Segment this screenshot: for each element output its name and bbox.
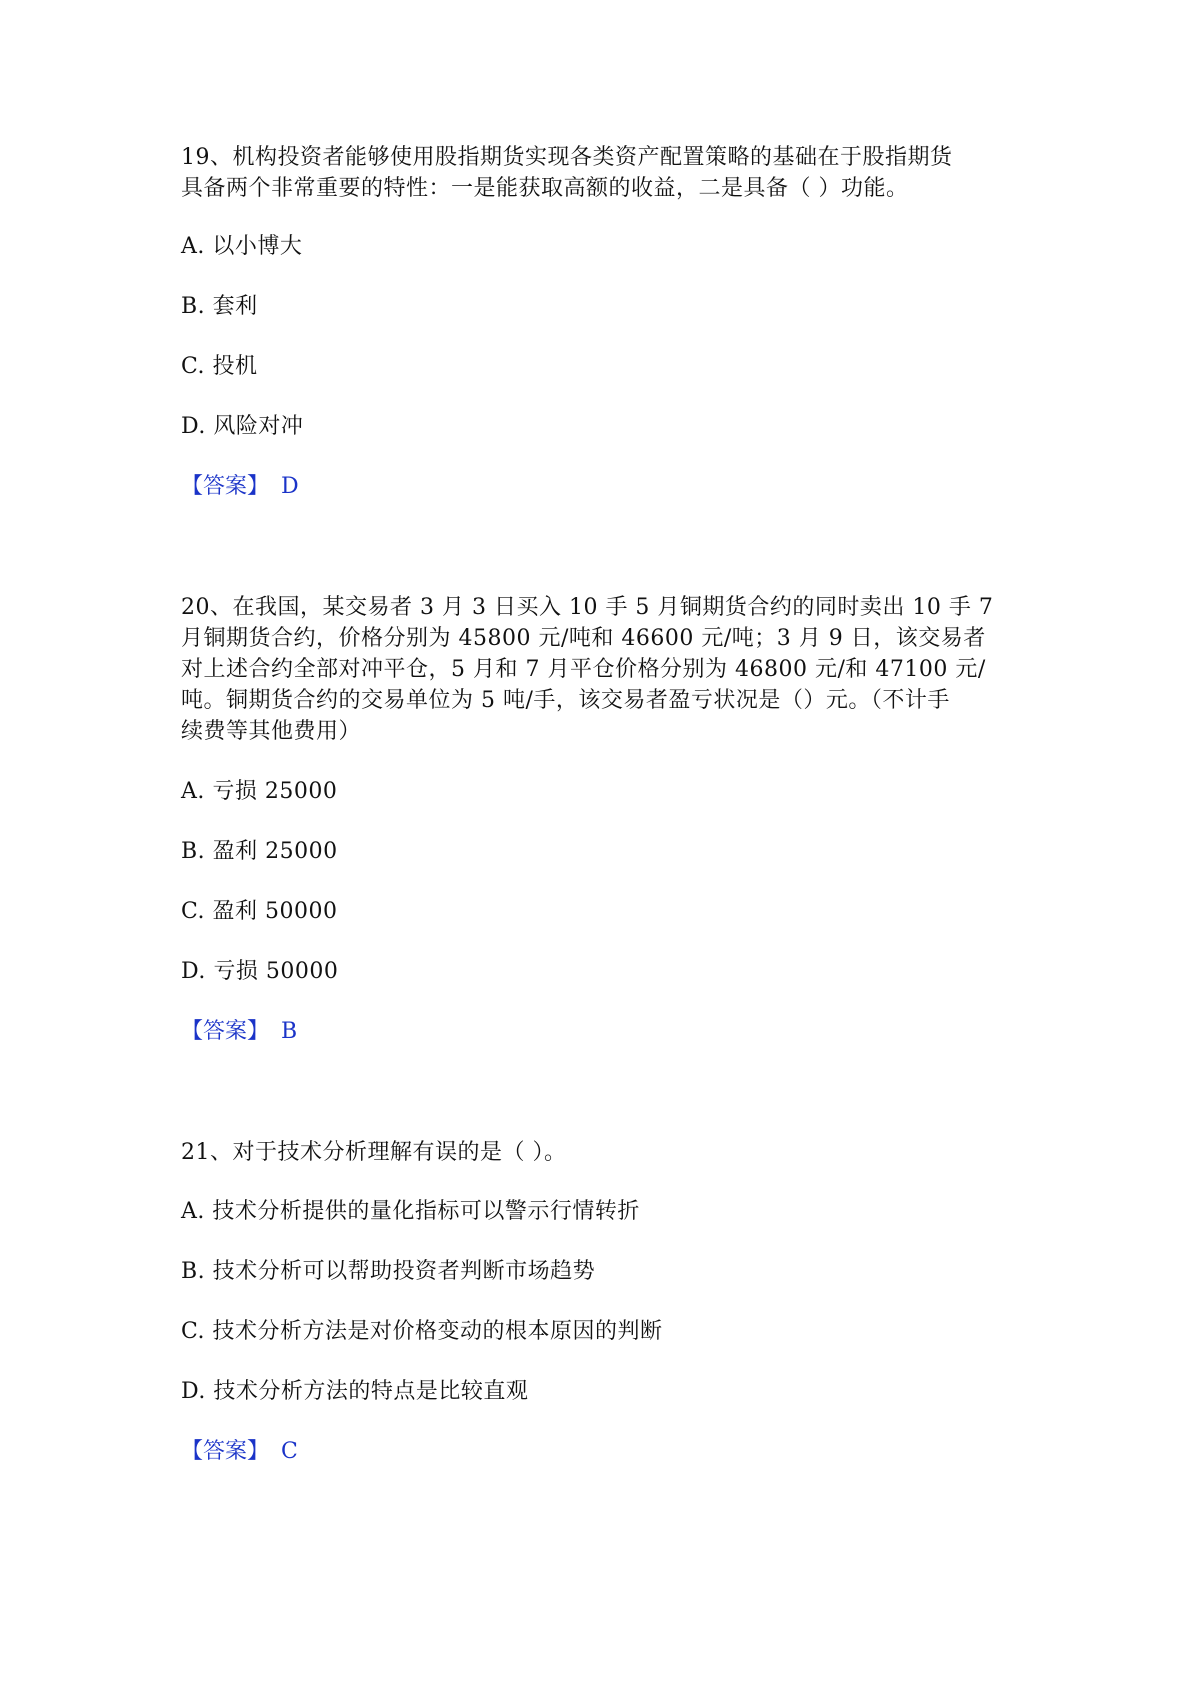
stem-line: 吨。铜期货合约的交易单位为 5 吨/手，该交易者盈亏状况是（）元。（不计手 [181,688,950,713]
question-stem [181,142,1021,204]
answer-value: B [281,1019,298,1044]
stem-line: 21、对于技术分析理解有误的是（ ）。 [181,1140,567,1165]
stem-line: 月铜期货合约，价格分别为 45800 元/吨和 46600 元/吨；3 月 9 日，该交易者 [181,626,986,651]
stem-line: 具备两个非常重要的特性：一是能获取高额的收益，二是具备（ ）功能。 [181,176,909,201]
option-d: D. 技术分析方法的特点是比较直观 [181,1379,529,1404]
answer-value: C [281,1439,298,1464]
stem-line: 续费等其他费用） [181,719,362,744]
answer-label: 【答案】 [181,474,270,499]
option-a: A. 亏损 25000 [181,779,338,804]
stem-line: 20、在我国，某交易者 3 月 3 日买入 10 手 5 月铜期货合约的同时卖出 10 手 7 [181,595,994,620]
question-21 [181,1137,1021,1168]
option-d: D. 亏损 50000 [181,959,339,984]
question-stem [181,1137,1021,1168]
question-stem [181,592,1021,747]
answer-line [181,1017,297,1047]
answer-line [181,472,299,502]
option-d: D. 风险对冲 [181,414,304,439]
option-c: C. 投机 [181,354,258,379]
option-b: B. 套利 [181,294,258,319]
answer-line [181,1437,298,1467]
answer-label: 【答案】 [181,1019,270,1044]
option-b: B. 技术分析可以帮助投资者判断市场趋势 [181,1259,596,1284]
option-b: B. 盈利 25000 [181,839,338,864]
question-19 [181,142,1021,204]
option-a: A. 以小博大 [181,234,303,259]
option-c: C. 盈利 50000 [181,899,338,924]
question-20 [181,592,1021,747]
stem-line: 19、机构投资者能够使用股指期货实现各类资产配置策略的基础在于股指期货 [181,145,953,170]
answer-value: D [281,474,299,499]
option-a: A. 技术分析提供的量化指标可以警示行情转折 [181,1199,640,1224]
stem-line: 对上述合约全部对冲平仓，5 月和 7 月平仓价格分别为 46800 元/和 47100 元/ [181,657,986,682]
option-c: C. 技术分析方法是对价格变动的根本原因的判断 [181,1319,663,1344]
answer-label: 【答案】 [181,1439,270,1464]
